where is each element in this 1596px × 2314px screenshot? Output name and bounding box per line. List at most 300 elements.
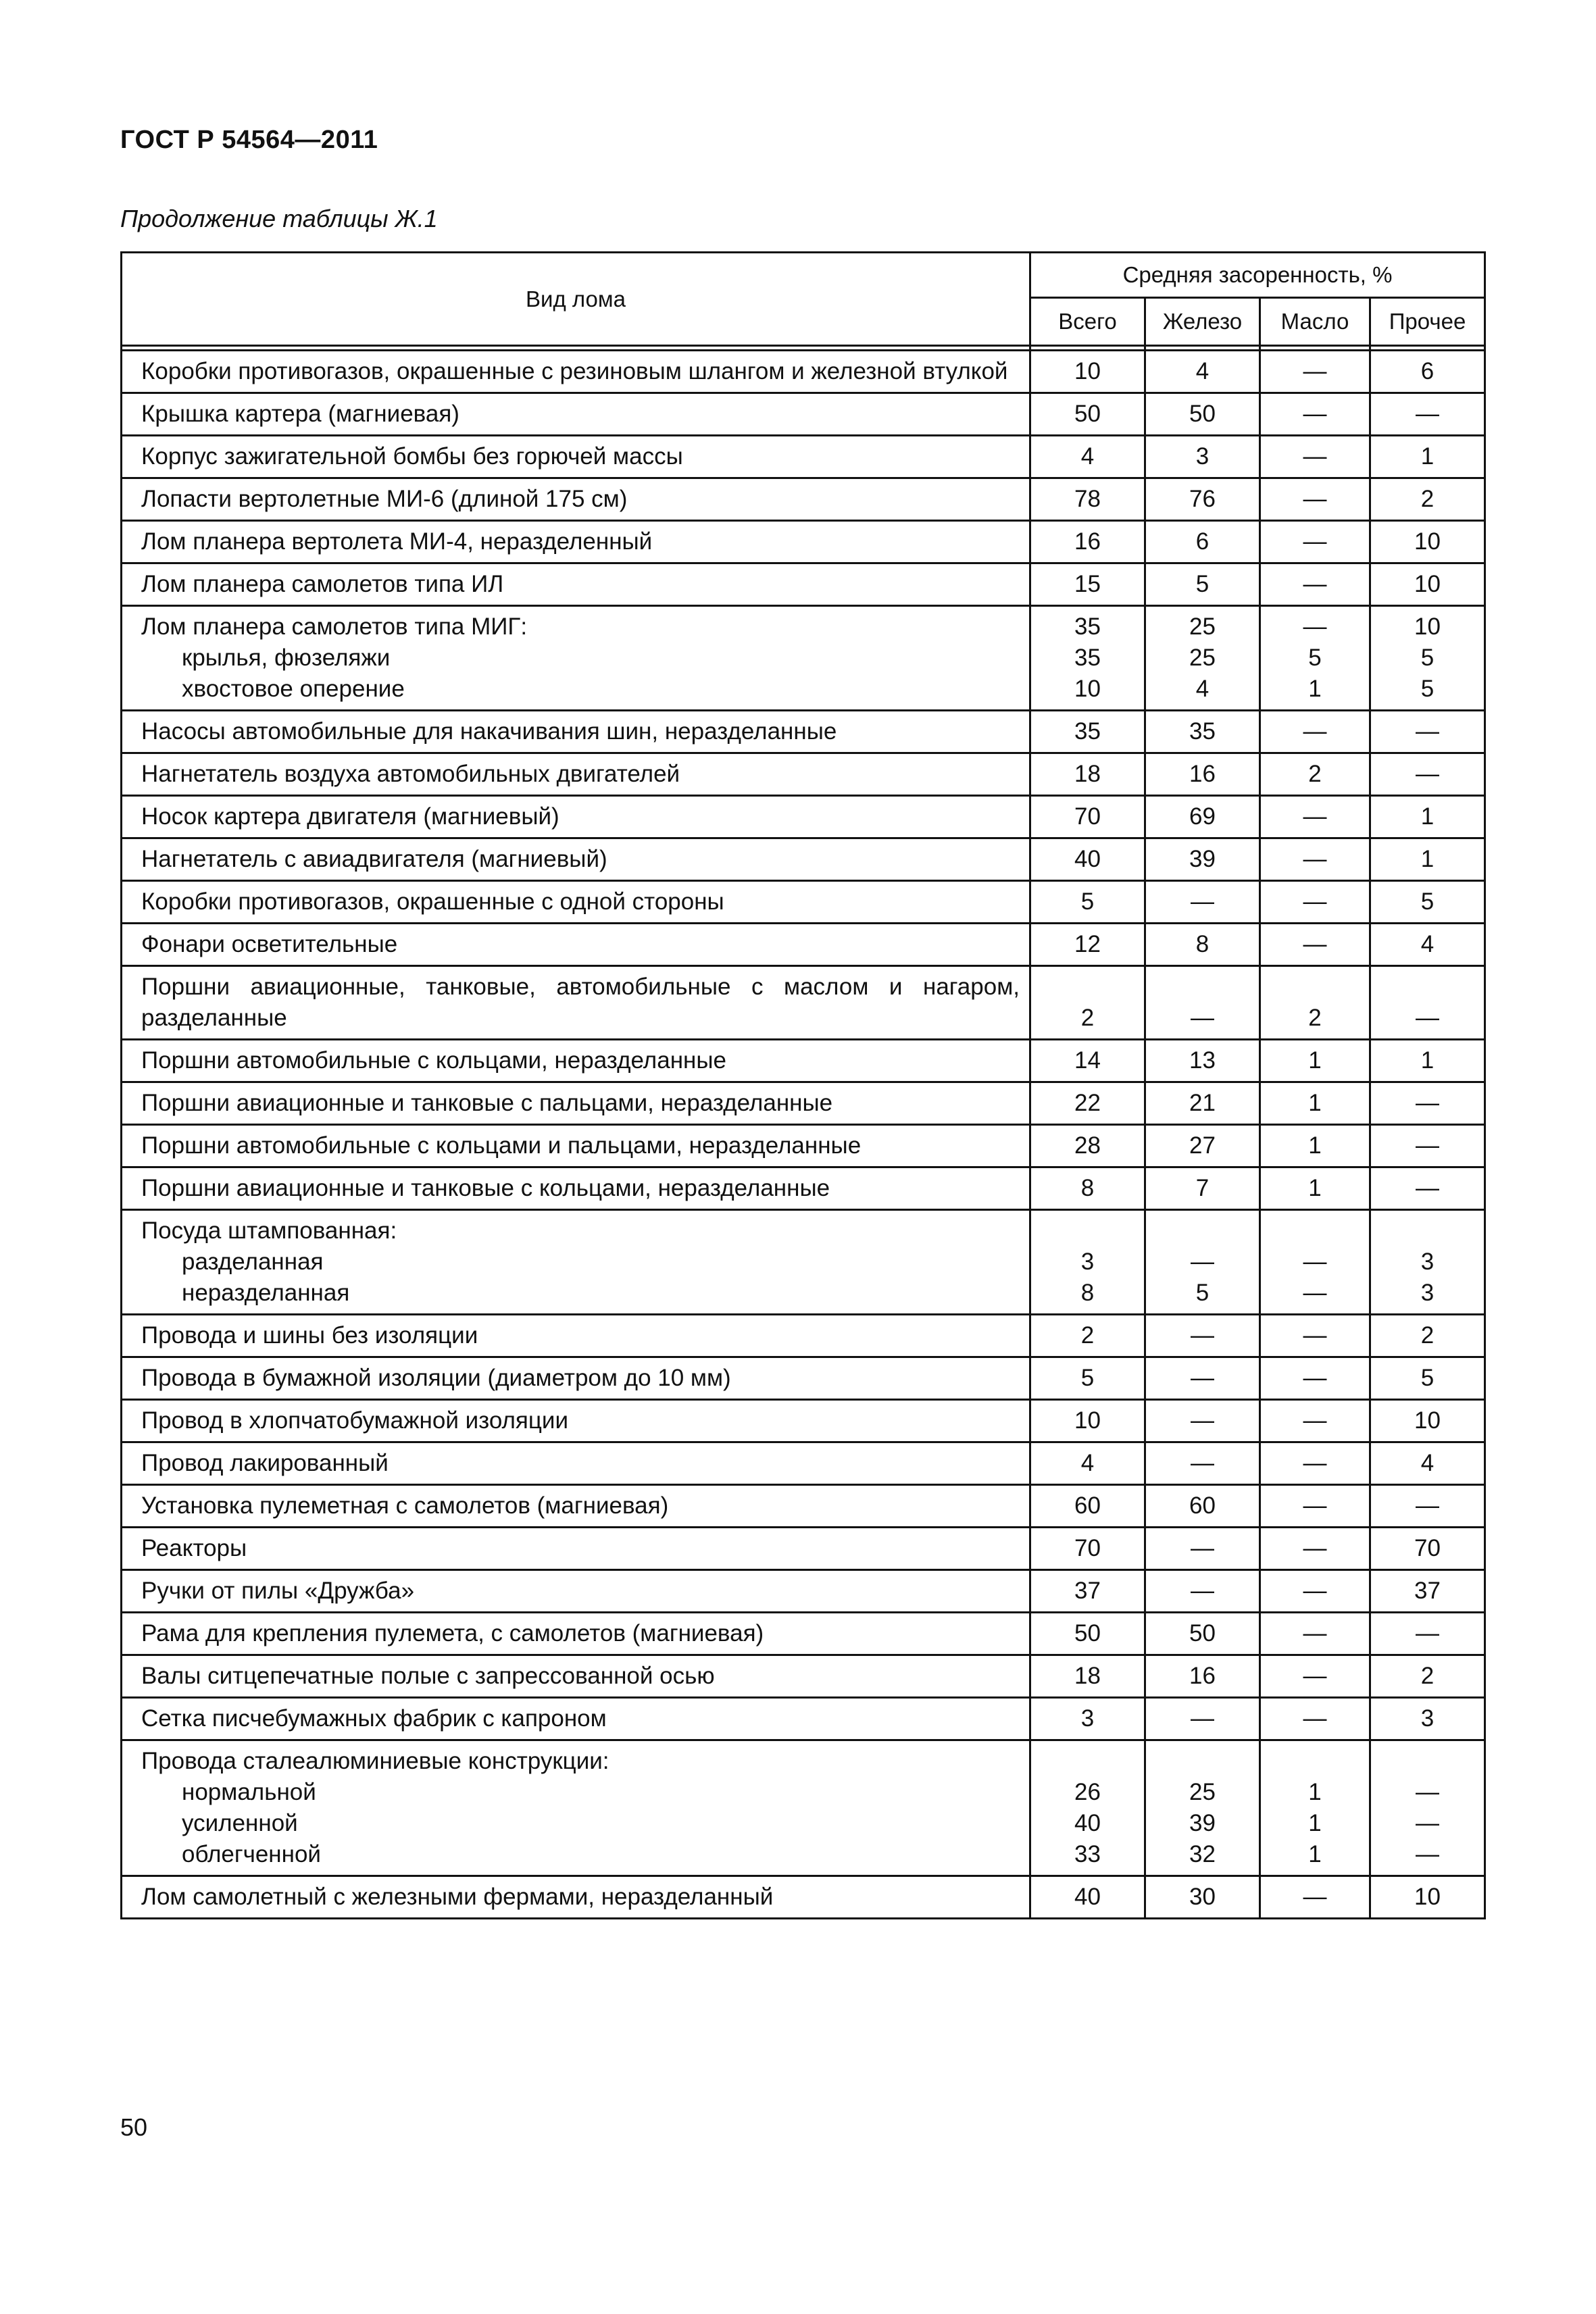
cell-iron (1145, 924, 1260, 966)
cell-value: — (1191, 888, 1214, 915)
cell-total (1030, 1655, 1145, 1698)
row-title: Провода в бумажной изоляции (диаметром до 10 мм) (141, 1365, 731, 1391)
cell-value: — (1303, 846, 1327, 872)
table-row (122, 796, 1485, 838)
row-scrap-type (122, 1357, 1030, 1400)
cell-value: 69 (1189, 803, 1216, 830)
document-code: ГОСТ Р 54564—2011 (120, 126, 378, 154)
cell-value: — (1303, 486, 1327, 512)
cell-value: 32 (1189, 1841, 1216, 1867)
cell-iron (1145, 1613, 1260, 1655)
cell-other (1370, 966, 1485, 1040)
cell-value: 8 (1080, 1175, 1095, 1201)
cell-value: — (1303, 1407, 1327, 1434)
cell-total (1030, 393, 1145, 436)
cell-value: — (1416, 761, 1440, 787)
cell-value: 1 (1308, 1175, 1322, 1201)
cell-other (1370, 606, 1485, 711)
row-scrap-type (122, 1740, 1030, 1876)
cell-iron (1145, 351, 1260, 393)
row-title: Фонари осветительные (141, 931, 398, 957)
cell-total (1030, 711, 1145, 753)
cell-value: 4 (1195, 676, 1210, 702)
row-scrap-type (122, 1698, 1030, 1740)
table-row (122, 1082, 1485, 1125)
cell-value: 30 (1189, 1884, 1216, 1910)
cell-iron (1145, 521, 1260, 563)
table-row (122, 1876, 1485, 1919)
cell-value: 2 (1080, 1322, 1095, 1349)
cell-value: 3 (1195, 443, 1210, 470)
row-title: Установка пулеметная с самолетов (магниевая) (141, 1492, 669, 1519)
cell-value: — (1416, 1620, 1440, 1646)
cell-other (1370, 1528, 1485, 1570)
cell-value: — (1303, 1620, 1327, 1646)
cell-value: 16 (1189, 1663, 1216, 1689)
cell-other (1370, 563, 1485, 606)
row-scrap-type (122, 1655, 1030, 1698)
cell-value: 25 (1189, 645, 1216, 671)
table-row (122, 1400, 1485, 1442)
table-row (122, 478, 1485, 521)
cell-other (1370, 1570, 1485, 1613)
cell-value: 37 (1074, 1578, 1101, 1604)
cell-value: 2 (1080, 1005, 1095, 1031)
column-header-other: Прочее (1370, 298, 1485, 346)
column-header-oil: Масло (1260, 298, 1370, 346)
cell-value: 10 (1414, 528, 1441, 555)
cell-value: — (1303, 888, 1327, 915)
row-scrap-type (122, 393, 1030, 436)
cell-oil (1260, 478, 1370, 521)
row-title: Поршни автомобильные с кольцами, неразделанные (141, 1047, 726, 1074)
cell-total (1030, 1040, 1145, 1082)
cell-oil (1260, 1125, 1370, 1167)
cell-value: 5 (1420, 676, 1435, 702)
cell-value: — (1303, 528, 1327, 555)
cell-value: 16 (1074, 528, 1101, 555)
row-title: Коробки противогазов, окрашенные с резиновым шлангом и железной втулкой (141, 358, 1008, 384)
row-title: Лом планера самолетов типа ИЛ (141, 571, 504, 597)
cell-value: 39 (1189, 846, 1216, 872)
cell-value: 18 (1074, 1663, 1101, 1689)
cell-iron (1145, 753, 1260, 796)
cell-value: 25 (1189, 1779, 1216, 1805)
cell-value: — (1303, 1663, 1327, 1689)
cell-value: — (1303, 1705, 1327, 1732)
cell-value: — (1191, 1578, 1214, 1604)
cell-total (1030, 838, 1145, 881)
cell-total (1030, 1357, 1145, 1400)
cell-value: 70 (1074, 1535, 1101, 1561)
table-row (122, 924, 1485, 966)
row-subitem: неразделанная (182, 1280, 350, 1306)
cell-value: 35 (1074, 613, 1101, 640)
cell-value: 3 (1420, 1280, 1435, 1306)
row-scrap-type (122, 881, 1030, 924)
cell-value: 35 (1074, 718, 1101, 745)
cell-value: 26 (1074, 1779, 1101, 1805)
cell-value: 40 (1074, 846, 1101, 872)
cell-value: 5 (1308, 645, 1322, 671)
cell-value: — (1303, 931, 1327, 957)
cell-iron (1145, 1528, 1260, 1570)
cell-value: 3 (1420, 1249, 1435, 1275)
row-title: Провод в хлопчатобумажной изоляции (141, 1407, 569, 1434)
cell-value: 3 (1080, 1705, 1095, 1732)
cell-value: — (1303, 1280, 1327, 1306)
cell-value: 40 (1074, 1884, 1101, 1910)
cell-value: 50 (1189, 401, 1216, 427)
cell-value: — (1303, 1492, 1327, 1519)
cell-value: — (1191, 1005, 1214, 1031)
cell-value: — (1416, 401, 1440, 427)
cell-value: — (1303, 1535, 1327, 1561)
cell-oil (1260, 924, 1370, 966)
table-row (122, 838, 1485, 881)
cell-value: 5 (1195, 571, 1210, 597)
cell-value: — (1191, 1407, 1214, 1434)
column-header-iron: Железо (1145, 298, 1260, 346)
cell-other (1370, 1442, 1485, 1485)
table-row (122, 1125, 1485, 1167)
cell-iron (1145, 1655, 1260, 1698)
table-row (122, 1698, 1485, 1740)
row-scrap-type (122, 478, 1030, 521)
cell-value: 5 (1195, 1280, 1210, 1306)
cell-total (1030, 753, 1145, 796)
row-scrap-type (122, 1485, 1030, 1528)
row-title: Поршни авиационные, танковые, автомобильные с маслом и нагаром, разделанные (141, 974, 1020, 1031)
table-row (122, 563, 1485, 606)
cell-iron (1145, 881, 1260, 924)
cell-value: 1 (1308, 1779, 1322, 1805)
cell-value: 10 (1074, 676, 1101, 702)
row-scrap-type (122, 1315, 1030, 1357)
table-row (122, 753, 1485, 796)
cell-oil (1260, 1210, 1370, 1315)
row-scrap-type (122, 1210, 1030, 1315)
cell-value: — (1303, 1322, 1327, 1349)
cell-value: 4 (1080, 1450, 1095, 1476)
cell-value: 7 (1195, 1175, 1210, 1201)
cell-value: — (1416, 1132, 1440, 1159)
row-subitem: разделанная (182, 1249, 324, 1275)
cell-value: — (1191, 1705, 1214, 1732)
cell-oil (1260, 563, 1370, 606)
cell-total (1030, 1315, 1145, 1357)
cell-other (1370, 1082, 1485, 1125)
cell-oil (1260, 1528, 1370, 1570)
cell-value: 4 (1080, 443, 1095, 470)
cell-other (1370, 1740, 1485, 1876)
row-scrap-type (122, 1570, 1030, 1613)
cell-iron (1145, 478, 1260, 521)
cell-iron (1145, 1570, 1260, 1613)
cell-value: 37 (1414, 1578, 1441, 1604)
cell-value: — (1303, 718, 1327, 745)
cell-other (1370, 1167, 1485, 1210)
cell-iron (1145, 711, 1260, 753)
cell-iron (1145, 563, 1260, 606)
column-group-header: Средняя засоренность, % (1030, 253, 1485, 298)
row-scrap-type (122, 1442, 1030, 1485)
cell-value: 1 (1308, 1841, 1322, 1867)
cell-other (1370, 1125, 1485, 1167)
cell-value: — (1416, 718, 1440, 745)
table-row (122, 711, 1485, 753)
cell-value: — (1303, 1884, 1327, 1910)
cell-value: 1 (1308, 1047, 1322, 1074)
cell-value: — (1416, 1841, 1440, 1867)
cell-value: 4 (1420, 931, 1435, 957)
cell-value: 16 (1189, 761, 1216, 787)
cell-other (1370, 881, 1485, 924)
table-row (122, 1167, 1485, 1210)
cell-value: — (1416, 1005, 1440, 1031)
cell-oil (1260, 521, 1370, 563)
row-scrap-type (122, 563, 1030, 606)
cell-value: 2 (1420, 1322, 1435, 1349)
cell-value: 1 (1420, 846, 1435, 872)
cell-other (1370, 753, 1485, 796)
row-scrap-type (122, 1082, 1030, 1125)
cell-value: 50 (1074, 1620, 1101, 1646)
cell-value: 22 (1074, 1090, 1101, 1116)
cell-iron (1145, 1876, 1260, 1919)
cell-value: 60 (1189, 1492, 1216, 1519)
row-scrap-type (122, 521, 1030, 563)
cell-iron (1145, 1082, 1260, 1125)
cell-value: 13 (1189, 1047, 1216, 1074)
cell-value: 60 (1074, 1492, 1101, 1519)
cell-other (1370, 1040, 1485, 1082)
row-scrap-type (122, 1528, 1030, 1570)
cell-oil (1260, 393, 1370, 436)
cell-total (1030, 1613, 1145, 1655)
cell-total (1030, 924, 1145, 966)
cell-value: 14 (1074, 1047, 1101, 1074)
row-title: Коробки противогазов, окрашенные с одной стороны (141, 888, 724, 915)
cell-value: 78 (1074, 486, 1101, 512)
cell-value: 33 (1074, 1841, 1101, 1867)
row-title: Рама для крепления пулемета, с самолетов (магниевая) (141, 1620, 764, 1646)
cell-iron (1145, 1442, 1260, 1485)
table-row (122, 1210, 1485, 1315)
cell-oil (1260, 606, 1370, 711)
cell-iron (1145, 1400, 1260, 1442)
cell-value: — (1416, 1090, 1440, 1116)
cell-value: 8 (1195, 931, 1210, 957)
cell-oil (1260, 711, 1370, 753)
cell-value: 1 (1420, 443, 1435, 470)
cell-value: 5 (1080, 888, 1095, 915)
cell-oil (1260, 351, 1370, 393)
table-row (122, 606, 1485, 711)
row-scrap-type (122, 606, 1030, 711)
cell-other (1370, 436, 1485, 478)
cell-total (1030, 1442, 1145, 1485)
row-subitem: облегченной (182, 1841, 321, 1867)
cell-value: — (1303, 358, 1327, 384)
cell-value: 8 (1080, 1280, 1095, 1306)
cell-total (1030, 1528, 1145, 1570)
cell-total (1030, 1485, 1145, 1528)
table-row (122, 1040, 1485, 1082)
cell-value: 12 (1074, 931, 1101, 957)
table-row (122, 521, 1485, 563)
cell-value: 10 (1414, 613, 1441, 640)
cell-value: — (1303, 401, 1327, 427)
table-caption: Продолжение таблицы Ж.1 (120, 205, 438, 232)
cell-oil (1260, 1400, 1370, 1442)
row-scrap-type (122, 1040, 1030, 1082)
cell-total (1030, 478, 1145, 521)
cell-iron (1145, 966, 1260, 1040)
table-row (122, 1485, 1485, 1528)
row-title: Поршни авиационные и танковые с пальцами, неразделанные (141, 1090, 833, 1116)
cell-other (1370, 1357, 1485, 1400)
cell-other (1370, 1698, 1485, 1740)
cell-other (1370, 1655, 1485, 1698)
cell-iron (1145, 1740, 1260, 1876)
cell-oil (1260, 796, 1370, 838)
cell-value: — (1303, 1249, 1327, 1275)
row-title: Поршни авиационные и танковые с кольцами, неразделанные (141, 1175, 830, 1201)
cell-oil (1260, 1040, 1370, 1082)
row-subitem: усиленной (182, 1810, 298, 1836)
cell-iron (1145, 1315, 1260, 1357)
cell-value: 10 (1414, 1884, 1441, 1910)
page-number: 50 (120, 2113, 148, 2141)
cell-value: 5 (1420, 645, 1435, 671)
cell-iron (1145, 796, 1260, 838)
row-subitem: нормальной (182, 1779, 316, 1805)
cell-value: 1 (1308, 676, 1322, 702)
row-title: Носок картера двигателя (магниевый) (141, 803, 559, 830)
cell-value: — (1303, 1365, 1327, 1391)
cell-value: 10 (1074, 1407, 1101, 1434)
cell-value: 18 (1074, 761, 1101, 787)
row-scrap-type (122, 838, 1030, 881)
cell-iron (1145, 1485, 1260, 1528)
cell-other (1370, 351, 1485, 393)
cell-value: 1 (1308, 1090, 1322, 1116)
row-title: Валы ситцепечатные полые с запрессованной осью (141, 1663, 715, 1689)
cell-oil (1260, 1167, 1370, 1210)
row-title: Ручки от пилы «Дружба» (141, 1578, 415, 1604)
cell-value: 1 (1420, 1047, 1435, 1074)
cell-iron (1145, 1040, 1260, 1082)
cell-value: 35 (1074, 645, 1101, 671)
column-header-scrap-type: Вид лома (122, 253, 1030, 346)
cell-value: — (1191, 1535, 1214, 1561)
cell-value: 21 (1189, 1090, 1216, 1116)
cell-total (1030, 1876, 1145, 1919)
row-subitem: хвостовое оперение (182, 676, 405, 702)
row-title: Нагнетатель с авиадвигателя (магниевый) (141, 846, 607, 872)
cell-value: — (1303, 613, 1327, 640)
row-scrap-type (122, 1400, 1030, 1442)
cell-other (1370, 1485, 1485, 1528)
table-row (122, 436, 1485, 478)
cell-total (1030, 1400, 1145, 1442)
cell-value: 15 (1074, 571, 1101, 597)
cell-total (1030, 881, 1145, 924)
row-title: Посуда штампованная: (141, 1217, 397, 1244)
cell-oil (1260, 1570, 1370, 1613)
row-title: Корпус зажигательной бомбы без горючей массы (141, 443, 683, 470)
cell-oil (1260, 1698, 1370, 1740)
cell-other (1370, 924, 1485, 966)
row-title: Насосы автомобильные для накачивания шин, неразделанные (141, 718, 837, 745)
table-row (122, 1528, 1485, 1570)
cell-value: 1 (1308, 1132, 1322, 1159)
cell-total (1030, 1167, 1145, 1210)
cell-other (1370, 1315, 1485, 1357)
cell-other (1370, 521, 1485, 563)
cell-value: 5 (1420, 1365, 1435, 1391)
cell-value: 10 (1414, 1407, 1441, 1434)
cell-oil (1260, 1485, 1370, 1528)
table-row (122, 1442, 1485, 1485)
cell-oil (1260, 966, 1370, 1040)
cell-other (1370, 1210, 1485, 1315)
cell-value: — (1191, 1322, 1214, 1349)
cell-value: 5 (1080, 1365, 1095, 1391)
row-title: Лопасти вертолетные МИ-6 (длиной 175 см) (141, 486, 628, 512)
row-scrap-type (122, 966, 1030, 1040)
table-row (122, 1613, 1485, 1655)
cell-other (1370, 393, 1485, 436)
row-title: Поршни автомобильные с кольцами и пальцами, неразделанные (141, 1132, 862, 1159)
cell-total (1030, 1740, 1145, 1876)
cell-oil (1260, 1357, 1370, 1400)
cell-iron (1145, 393, 1260, 436)
row-title: Провод лакированный (141, 1450, 389, 1476)
cell-value: — (1191, 1249, 1214, 1275)
cell-value: — (1416, 1779, 1440, 1805)
cell-oil (1260, 1655, 1370, 1698)
cell-oil (1260, 436, 1370, 478)
row-title: Лом планера самолетов типа МИГ: (141, 613, 528, 640)
table-row (122, 1655, 1485, 1698)
cell-value: — (1416, 1175, 1440, 1201)
cell-value: 50 (1189, 1620, 1216, 1646)
table-row (122, 881, 1485, 924)
cell-iron (1145, 1210, 1260, 1315)
cell-other (1370, 1400, 1485, 1442)
row-title: Провода сталеалюминиевые конструкции: (141, 1748, 609, 1774)
cell-value: 4 (1195, 358, 1210, 384)
cell-total (1030, 1082, 1145, 1125)
cell-value: — (1303, 571, 1327, 597)
cell-value: 2 (1308, 1005, 1322, 1031)
row-title: Крышка картера (магниевая) (141, 401, 459, 427)
cell-value: 39 (1189, 1810, 1216, 1836)
cell-value: — (1191, 1365, 1214, 1391)
cell-value: 5 (1420, 888, 1435, 915)
row-scrap-type (122, 1876, 1030, 1919)
cell-other (1370, 838, 1485, 881)
cell-value: 6 (1420, 358, 1435, 384)
cell-value: 10 (1074, 358, 1101, 384)
table-row (122, 351, 1485, 393)
cell-iron (1145, 1125, 1260, 1167)
row-title: Реакторы (141, 1535, 247, 1561)
row-scrap-type (122, 351, 1030, 393)
cell-other (1370, 711, 1485, 753)
